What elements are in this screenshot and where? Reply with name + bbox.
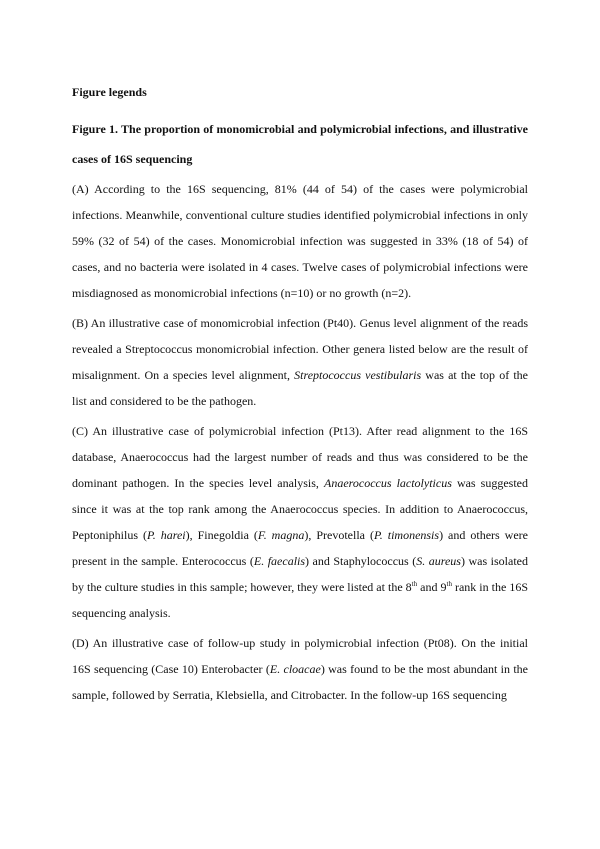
para-c-superscript-1: th	[411, 580, 418, 588]
para-c-text-2: was suggested since it was at the top rank among the Anaerococcus species. In addition to Anaerococcus, Peptoniphilus (	[72, 476, 528, 542]
para-c-species-4: P. timonensis	[373, 528, 440, 542]
para-c-text-8: and 9	[417, 580, 447, 594]
para-b-text-1: (B) An illustrative case of monomicrobial infection (Pt40). Genus level alignment of the reads revealed a Streptococcus monomicrobial infection. Other genera listed below are the result of misalignment. On a species level alignment,	[72, 316, 528, 382]
legend-text-block	[72, 84, 528, 712]
para-c-text-6: ) and Staphylococcus (	[305, 554, 417, 568]
para-c-text-1: (C) An illustrative case of polymicrobial infection (Pt13). After read alignment to the 16S database, Anaerococcus had the largest number of reads and thus was considered to be the dominant pathogen. In the species level analysis,	[72, 424, 528, 490]
para-c-species-6: S. aureus	[416, 554, 461, 568]
para-c-text-9: rank in the 16S sequencing analysis.	[72, 580, 529, 620]
para-c-species-2: P. harei	[146, 528, 186, 542]
para-c-species-1: Anaerococcus lactolyticus	[323, 476, 452, 490]
para-d-species-1: E. cloacae	[269, 662, 321, 676]
para-c-text-4: ), Prevotella (	[304, 528, 374, 542]
para-d-text-1: (D) An illustrative case of follow-up study in polymicrobial infection (Pt08). On the initial 16S sequencing (Case 10) Enterobacter (	[72, 636, 528, 676]
legend-paragraph-c	[72, 418, 528, 626]
para-c-superscript-2: th	[446, 580, 452, 588]
figure-1-title: Figure 1. The proportion of monomicrobial and polymicrobial infections, and illustrative cases of 16S sequencing	[72, 122, 528, 166]
para-c-species-5: E. faecalis	[253, 554, 306, 568]
para-c-text-5: ) and others were present in the sample. Enterococcus (	[72, 528, 528, 568]
legend-paragraph-b	[72, 310, 528, 414]
legend-paragraph-a	[72, 176, 528, 306]
section-heading: Figure legends	[72, 85, 147, 99]
para-c-text-3: ), Finegoldia (	[185, 528, 258, 542]
para-a-text: (A) According to the 16S sequencing, 81% (44 of 54) of the cases were polymicrobial infections. Meanwhile, conventional culture studies identified polymicrobial infections in only 59% (32 of 54) of the cases. Monomicrobial infection was suggested in 33% (18 of 54) of cases, and no bacteria were isolated in 4 cases. Twelve cases of polymicrobial infections were misdiagnosed as monomicrobial infections (n=10) or no growth (n=2).	[72, 182, 528, 300]
para-b-text-2: was at the top of the list and considered to be the pathogen.	[72, 368, 528, 408]
legend-paragraph-d	[72, 630, 528, 708]
para-c-species-3: F. magna	[257, 528, 305, 542]
para-d-text-2: ) was found to be the most abundant in the sample, followed by Serratia, Klebsiella, and Citrobacter. In the follow-up 16S sequencing	[72, 662, 528, 702]
para-b-species-name: Streptococcus vestibularis	[294, 368, 422, 382]
para-c-text-7: ) was isolated by the culture studies in this sample; however, they were listed at the 8	[72, 554, 528, 594]
